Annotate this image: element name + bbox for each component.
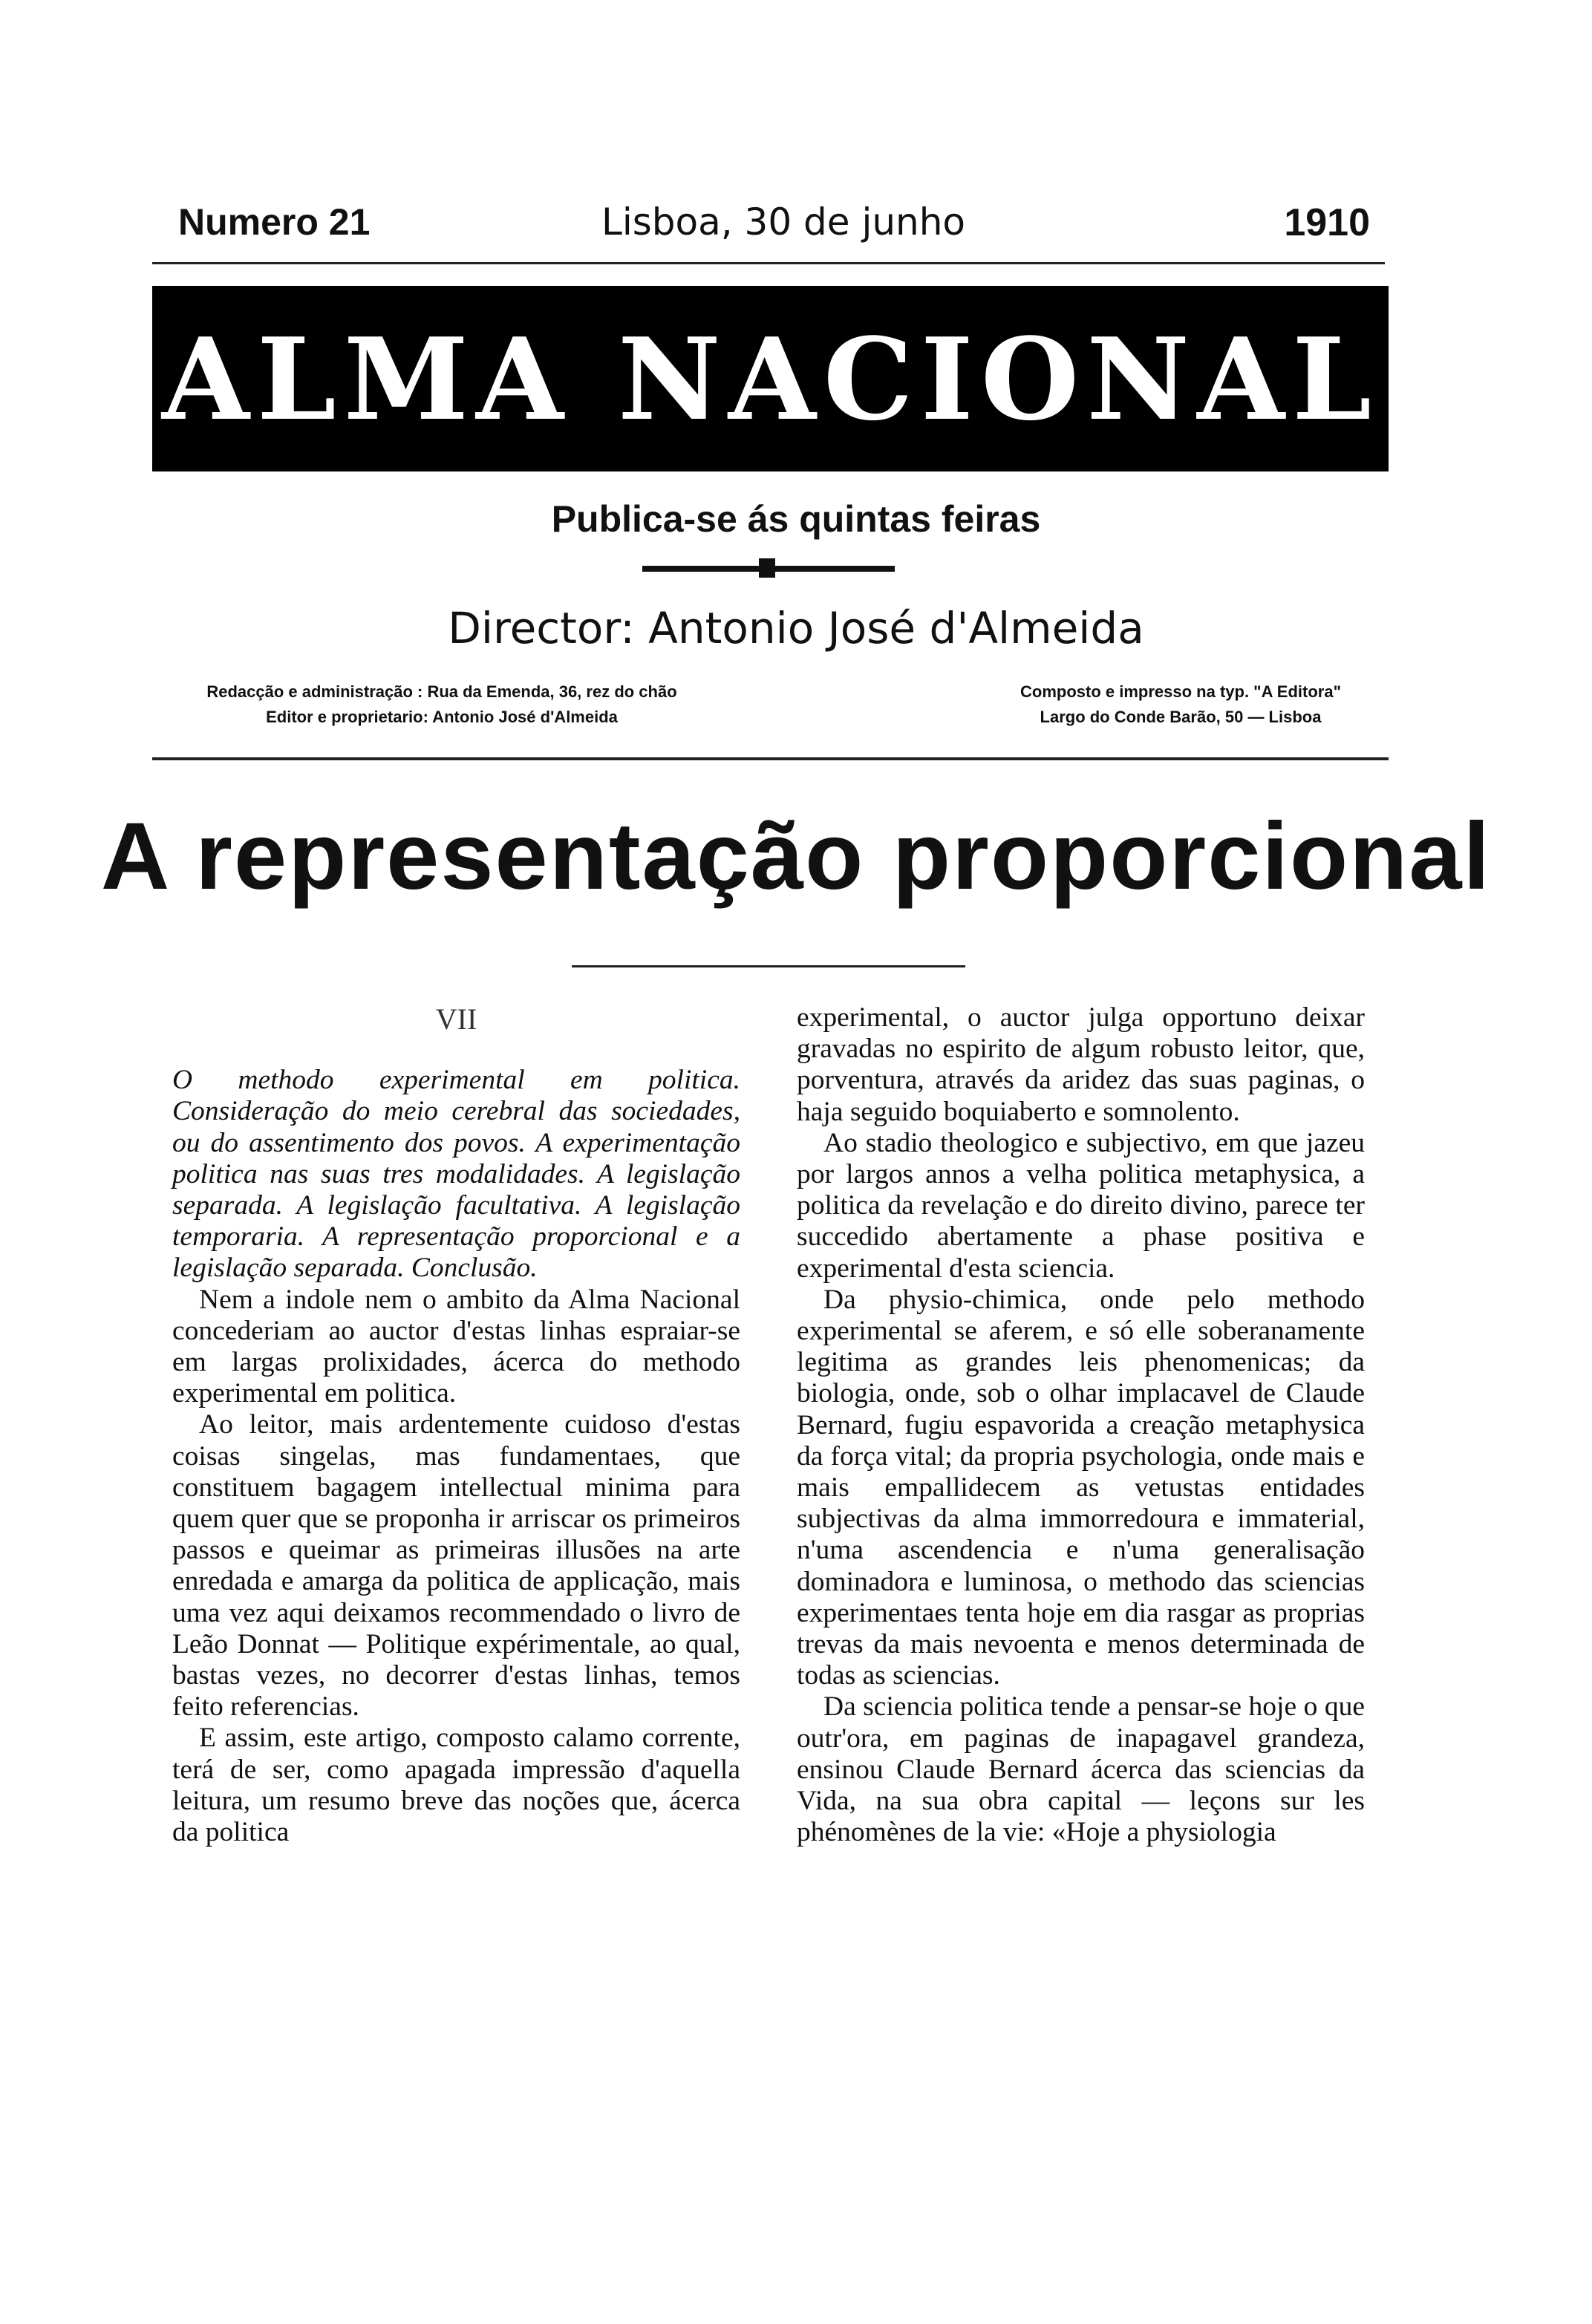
paragraph: experimental, o auctor julga opportuno deixar gravadas no espirito de algum robusto leitor, que, porventura, através da aridez das suas paginas, o haja seguido boquiaberto e somnolento. [797, 1002, 1365, 1127]
title-rule [572, 965, 965, 967]
imprint-left-line2: Editor e proprietario: Antonio José d'Almeida [266, 708, 618, 726]
publication-frequency: Publica-se ás quintas feiras [551, 498, 1041, 540]
article-title: A representação proporcional [100, 803, 1492, 910]
paragraph: Ao stadio theologico e subjectivo, em que jazeu por largos annos a velha politica metaphysica, a politica da revelação e do direito divino, parece ter succedido abertamente a phase positiva e experimental d'esta sciencia. [797, 1127, 1365, 1284]
issue-number: Numero 21 [178, 201, 371, 243]
section-number: VII [435, 1002, 477, 1036]
paragraph: Ao leitor, mais ardentemente cuidoso d'estas coisas singelas, mas fundamentaes, que constituem bagagem intellectual minima para quem quer que se proponha ir arriscar os primeiros passos e queimar as primeiras illusões na arte enredada e amarga da politica de applicação, mais uma vez aqui deixamos recommendado o livro de Leão Donnat — Politique expérimentale, ao qual, bastas vezes, no decorrer d'estas linhas, temos feito referencias. [172, 1409, 740, 1723]
article-summary: O methodo experimental em politica. Consideração do meio cerebral das sociedades, ou do assentimento dos povos. A experimentação politica nas suas tres modalidades. A legislação separada. A legislação facultativa. A legislação temporaria. A representação proporcional e a legislação separada. Conclusão. [172, 1065, 740, 1284]
paragraph: Da sciencia politica tende a pensar-se hoje o que outr'ora, em paginas de inapagavel grandeza, ensinou Claude Bernard ácerca das sciencias da Vida, na sua obra capital — leçons sur les phénomènes de la vie: «Hoje a physiologia [797, 1691, 1365, 1848]
imprint-right [988, 679, 1374, 730]
place-date: Lisboa, 30 de junho [601, 200, 965, 244]
director-line: Director: Antonio José d'Almeida [448, 603, 1144, 653]
imprint-rule [152, 757, 1389, 760]
paragraph: Da physio-chimica, onde pelo methodo experimental se aferem, e só elle soberanamente legitima as grandes leis phenomenicas; da biologia, onde, sob o olhar implacavel de Claude Bernard, fugiu espavorida a creação metaphysica da força vital; da propria psychologia, onde mais e mais empallidecem as vetustas entidades subjectivas da alma immorredoura e immaterial, n'uma ascendencia e n'uma generalisação dominadora e luminosa, o methodo das sciencias experimentaes tenta hoje em dia rasgar as proprias trevas da mais nevoenta e menos determinada de todas as sciencias. [797, 1284, 1365, 1691]
issue-year: 1910 [1284, 201, 1370, 244]
masthead-title: ALMA NACIONAL [161, 312, 1379, 445]
imprint-left-line1: Redacção e administração : Rua da Emenda, 36, rez do chão [206, 682, 677, 701]
paragraph: Nem a indole nem o ambito da Alma Nacional concederiam ao auctor d'estas linhas espraiar-se em largas prolixidades, ácerca do methodo experimental em politica. [172, 1284, 740, 1409]
header-rule [152, 262, 1385, 264]
paragraph: E assim, este artigo, composto calamo corrente, terá de ser, como apagada impressão d'aquella leitura, um resumo breve das noções que, ácerca da politica [172, 1723, 740, 1848]
article-column-right [797, 1002, 1365, 1848]
masthead [152, 286, 1389, 471]
imprint-right-line2: Largo do Conde Barão, 50 — Lisboa [1040, 708, 1322, 726]
imprint-right-line1: Composto e impresso na typ. "A Editora" [1020, 682, 1341, 701]
article-column-left [172, 1002, 740, 1848]
imprint-left [182, 679, 702, 730]
ornament-dot [759, 558, 775, 578]
